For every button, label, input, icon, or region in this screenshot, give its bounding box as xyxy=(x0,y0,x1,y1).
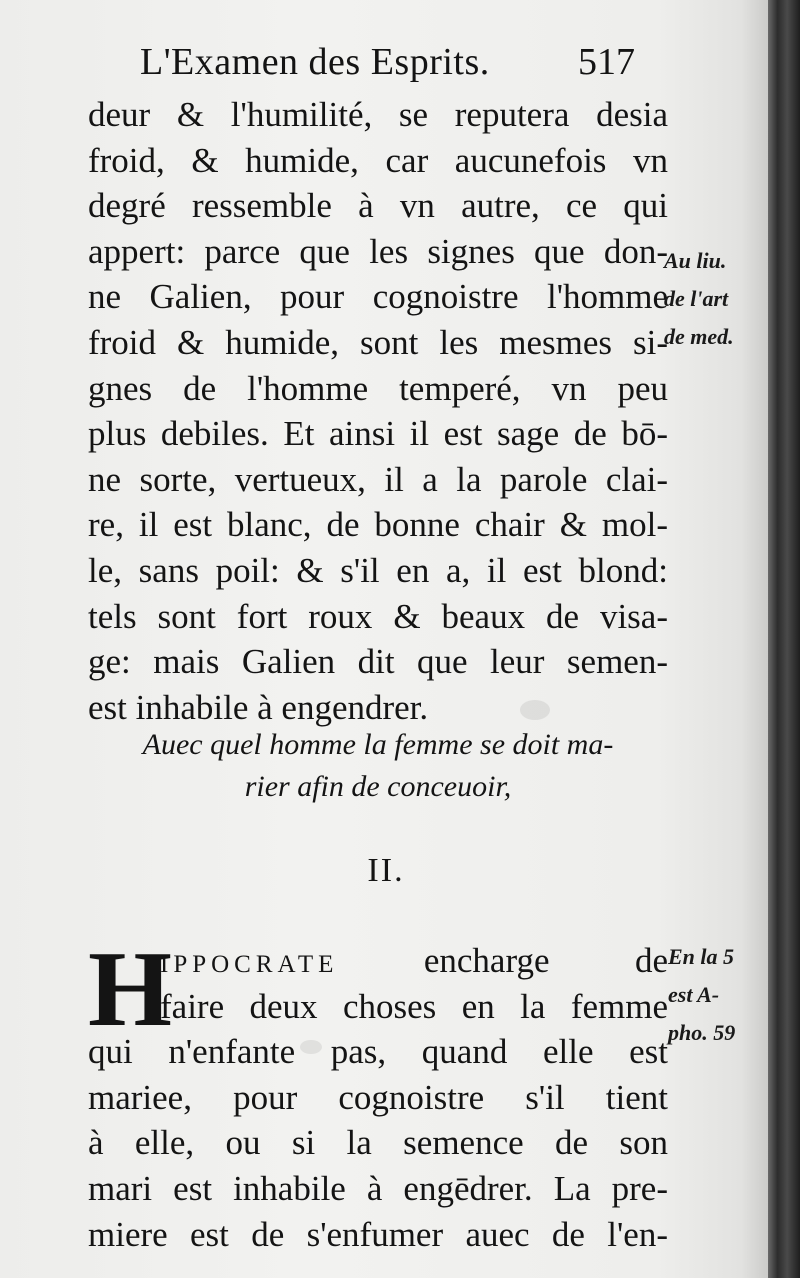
text-line: ge: mais Galien dit que leur semen- xyxy=(88,642,668,682)
text-segment: encharge de xyxy=(338,941,668,980)
text-line: degré ressemble à vn autre, ce qui xyxy=(88,186,668,226)
running-title: L'Examen des Esprits. xyxy=(140,41,490,83)
text-line: gnes de l'homme temperé, vn peu xyxy=(88,368,668,408)
margin-note-line: de med. xyxy=(664,324,734,349)
book-binding-edge xyxy=(768,0,800,1278)
small-caps-word: IPPOCRATE xyxy=(160,951,339,978)
page-header xyxy=(140,40,660,100)
text-line: froid & humide, sont les mesmes si- xyxy=(88,322,668,362)
margin-note-line: est A- xyxy=(668,982,720,1007)
text-line: appert: parce que les signes que don- xyxy=(88,231,668,271)
drop-cap: H xyxy=(88,930,173,1049)
margin-note xyxy=(668,938,735,1052)
section-heading xyxy=(88,724,668,808)
margin-note-line: pho. 59 xyxy=(668,1020,736,1045)
text-line xyxy=(88,938,668,984)
text-line: deur & l'humilité, se reputera desia xyxy=(88,95,668,134)
text-line: tels sont fort roux & beaux de visa- xyxy=(88,596,668,636)
page-number: 517 xyxy=(578,41,635,83)
paragraph-1 xyxy=(88,92,668,730)
paragraph-2 xyxy=(88,930,668,1257)
text-line: le, sans poil: & s'il en a, il est blond: xyxy=(88,550,668,590)
heading-line: rier afin de conceuoir, xyxy=(244,770,512,803)
text-line: froid, & humide, car aucunefois vn xyxy=(88,140,668,180)
text-line: à elle, ou si la semence de son xyxy=(88,1123,668,1163)
text-line: qui n'enfante pas, quand elle est xyxy=(88,1032,668,1072)
chapter-number: II. xyxy=(367,852,405,889)
text-line: ne sorte, vertueux, il a la parole clai- xyxy=(88,459,668,499)
margin-note-line: En la 5 xyxy=(668,944,735,969)
text-line: mari est inhabile à engēdrer. La pre- xyxy=(88,1168,668,1208)
text-line: faire deux choses en la femme xyxy=(160,986,668,1026)
margin-note-line: de l'art xyxy=(664,286,729,311)
margin-note-line: Au liu. xyxy=(664,248,727,273)
text-line: mariee, pour cognoistre s'il tient xyxy=(88,1077,668,1117)
text-line: plus debiles. Et ainsi il est sage de bō- xyxy=(88,414,668,454)
margin-note xyxy=(664,242,734,356)
text-line: re, il est blanc, de bonne chair & mol- xyxy=(88,505,668,545)
heading-line: Auec quel homme la femme se doit ma- xyxy=(142,728,614,761)
text-line: ne Galien, pour cognoistre l'homme xyxy=(88,277,668,317)
text-line: miere est de s'enfumer auec de l'en- xyxy=(88,1214,668,1254)
text-line: est inhabile à engendrer. xyxy=(88,687,429,727)
